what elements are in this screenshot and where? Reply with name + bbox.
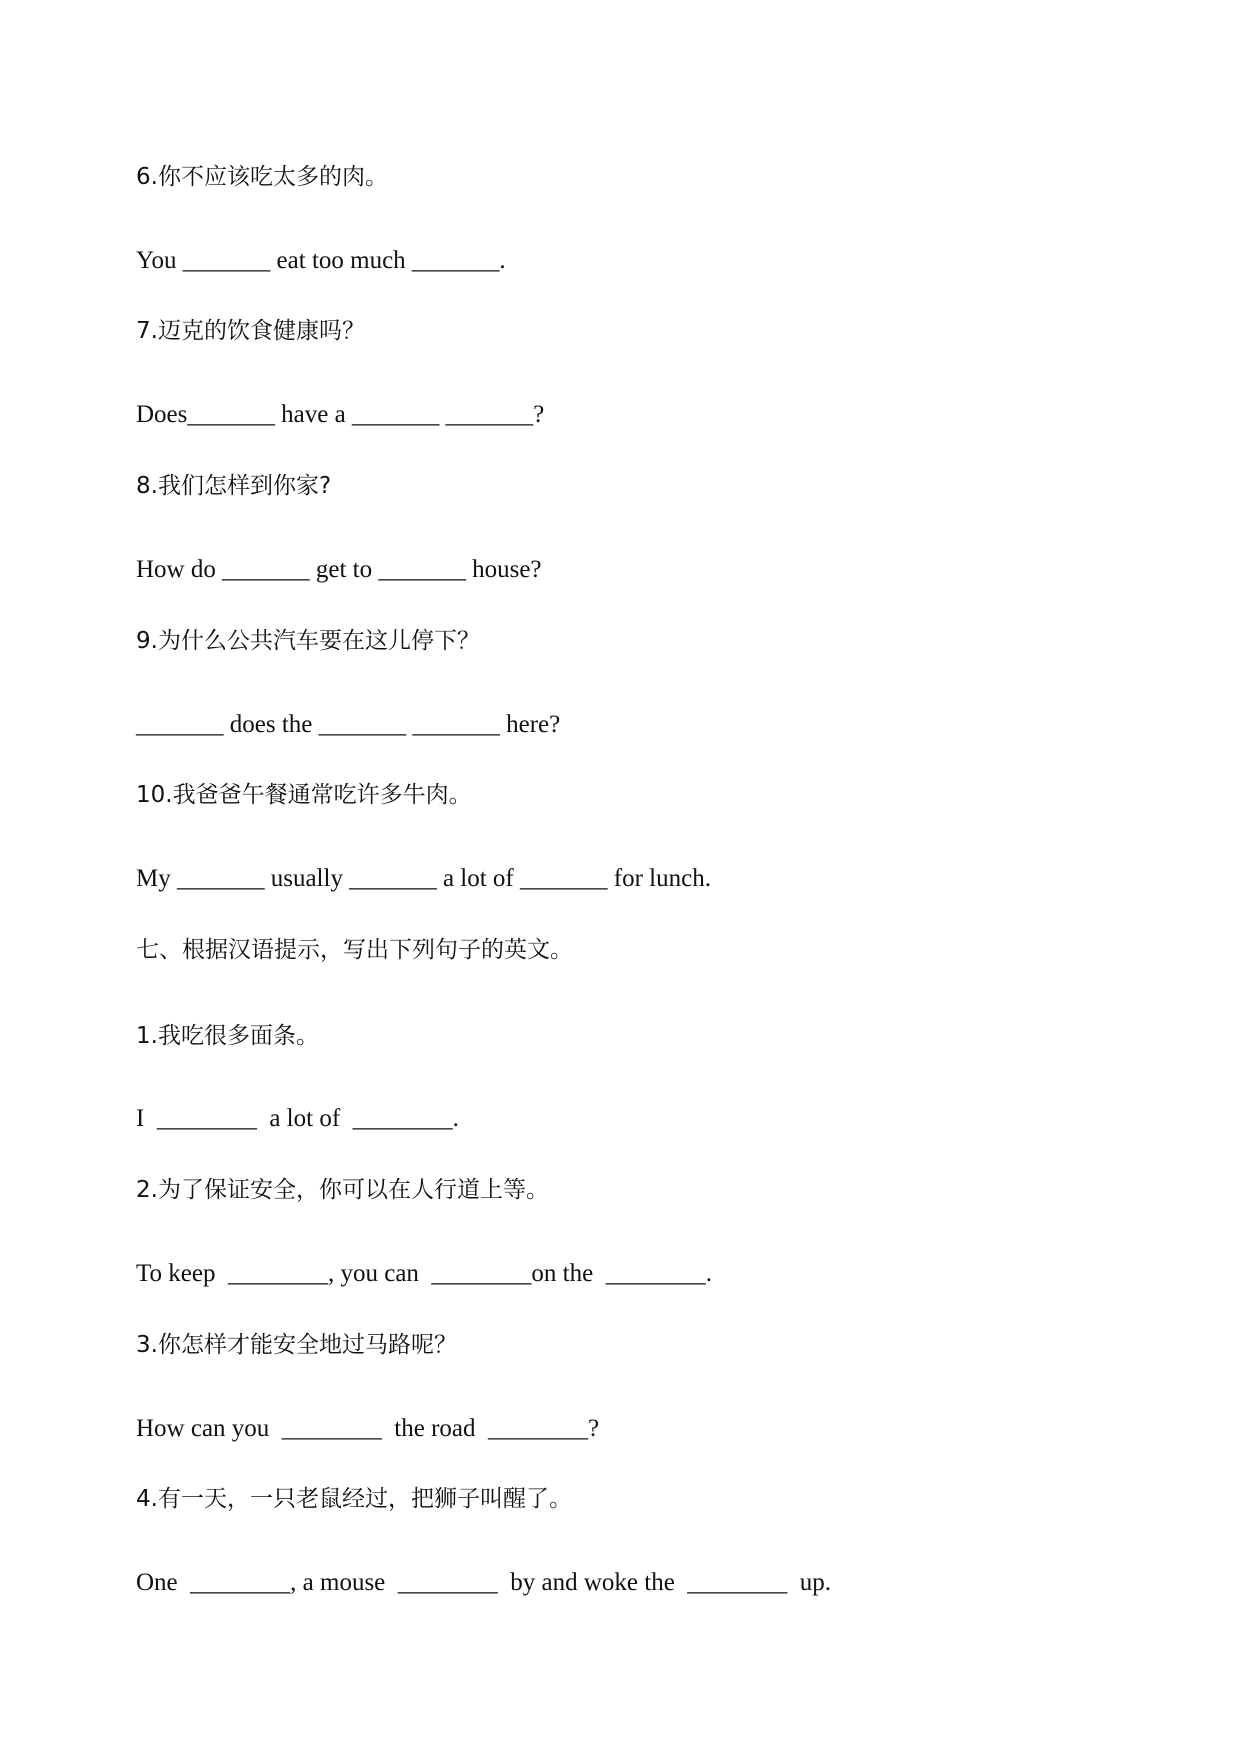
question-10-chinese: 10.我爸爸午餐通常吃许多牛肉。	[136, 782, 472, 808]
s7-question-1-chinese: 1.我吃很多面条。	[136, 1023, 319, 1049]
question-6-chinese: 6.你不应该吃太多的肉。	[136, 164, 388, 190]
s7-question-3-english-blank: How can you ________ the road ________?	[136, 1415, 600, 1442]
s7-question-2-chinese: 2.为了保证安全，你可以在人行道上等。	[136, 1177, 549, 1203]
question-6-english-blank: You _______ eat too much _______.	[136, 247, 506, 274]
question-9-english-blank: _______ does the _______ _______ here?	[136, 711, 561, 738]
question-7-chinese: 7.迈克的饮食健康吗？	[136, 318, 365, 344]
question-9-chinese: 9.为什么公共汽车要在这儿停下？	[136, 628, 480, 654]
s7-question-4-chinese: 4.有一天，一只老鼠经过，把狮子叫醒了。	[136, 1486, 572, 1512]
question-8-english-blank: How do _______ get to _______ house?	[136, 556, 542, 583]
s7-question-1-english-blank: I ________ a lot of ________.	[136, 1105, 459, 1132]
question-8-chinese: 8.我们怎样到你家?	[136, 473, 332, 499]
s7-question-4-english-blank: One ________, a mouse ________ by and woke the ________ up.	[136, 1569, 832, 1596]
s7-question-2-english-blank: To keep ________, you can ________on the ________.	[136, 1260, 712, 1287]
s7-question-3-chinese: 3.你怎样才能安全地过马路呢？	[136, 1332, 457, 1358]
section-7-heading: 七、根据汉语提示，写出下列句子的英文。	[136, 937, 573, 963]
question-10-english-blank: My _______ usually _______ a lot of _______ for lunch.	[136, 865, 711, 892]
question-7-english-blank: Does_______ have a _______ _______?	[136, 401, 545, 428]
